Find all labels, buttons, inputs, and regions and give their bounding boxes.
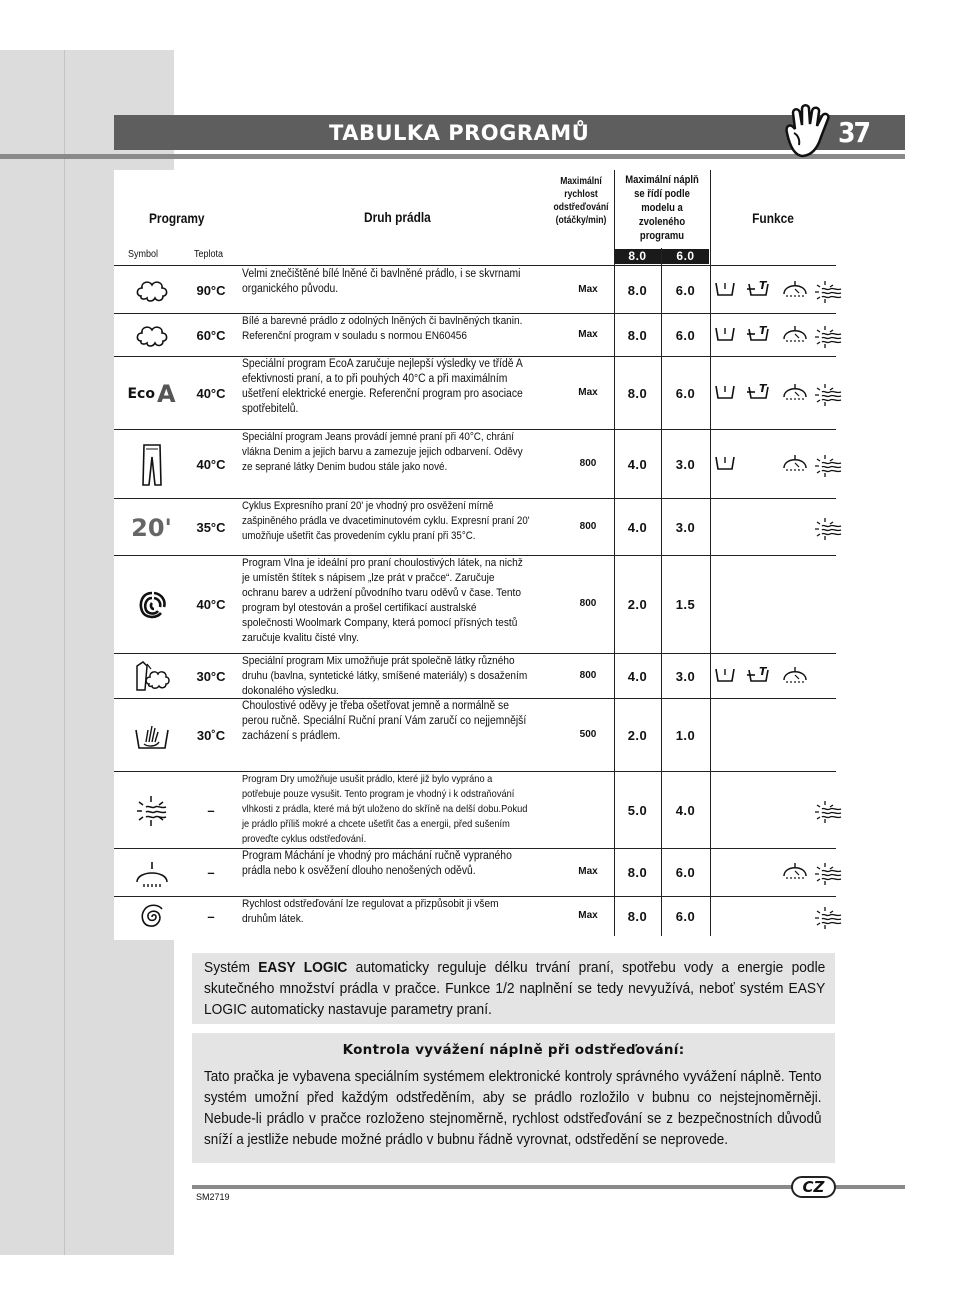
stain-remover-icon xyxy=(746,280,774,303)
program-table xyxy=(114,170,836,940)
svg-text:T: T xyxy=(759,324,767,337)
left-margin-divider xyxy=(64,50,65,1255)
function-icons xyxy=(714,862,836,882)
grid-line xyxy=(614,170,615,248)
max-load-value-b: 6.0 xyxy=(675,908,696,924)
program-row xyxy=(114,897,836,936)
function-icons xyxy=(714,594,836,614)
jeans-icon xyxy=(124,430,179,499)
grid-line xyxy=(114,653,836,654)
balance-title: Kontrola vyvážení náplně při odstřeďování: xyxy=(342,1042,685,1058)
max-load-value-a: 8.0 xyxy=(627,327,648,343)
easy-logic-brand: EASY LOGIC xyxy=(258,960,348,976)
program-description: Program Vlna je ideální pro praní choulostivých látek, na nichž je umístěn štítek s nápisem „lze prát v pračce“. Zaručuje ochranu barev a udržení původního tvaru oděvů v čase. Tento program byl otestován a prošel certifikací australské společnosti Woolmark Company, která pomocí přísných testů zaručuje kvalitu čisté vlny. xyxy=(242,557,523,644)
half-load-icon xyxy=(714,454,736,477)
drying-icon xyxy=(814,454,842,483)
language-badge: CZ xyxy=(791,1176,836,1198)
class-a-label: A xyxy=(156,379,176,408)
easy-logic-text-post: automaticky reguluje délku trvání praní, spotřebu vody a energie podle skutečného množství prádla v pračce. Funkce 1/2 naplnění se tedy nevyužívá, neboť systém EASY LOGIC automaticky nastavuje parametry praní. xyxy=(204,960,826,1018)
stain-remover-icon xyxy=(746,325,774,348)
max-spin-value: 800 xyxy=(579,520,597,532)
program-row xyxy=(114,654,836,699)
grid-line xyxy=(114,429,836,430)
program-description: Velmi znečištěné bílé lněné či bavlněné prádlo, i se skvrnami organického původu. xyxy=(242,268,521,295)
program-row xyxy=(114,499,836,556)
dry-icon xyxy=(124,772,179,849)
program-temperature: 40°C xyxy=(196,597,226,612)
function-icons xyxy=(714,725,836,745)
program-row xyxy=(114,314,836,357)
eco-label: Eco xyxy=(127,385,155,402)
express-20-label: 20' xyxy=(131,513,172,542)
cotton-icon xyxy=(124,314,179,357)
program-temperature: 90°C xyxy=(196,282,226,298)
drying-icon xyxy=(814,383,842,412)
program-description: Rychlost odstřeďování lze regulovat a přizpůsobit ji všem druhům látek. xyxy=(242,898,499,925)
max-load-value-a: 5.0 xyxy=(627,802,648,818)
grid-line xyxy=(114,848,836,849)
drying-icon xyxy=(814,906,842,935)
max-load-value-a: 8.0 xyxy=(627,908,648,924)
max-spin-value: Max xyxy=(578,283,598,295)
load-header-b: 6.0 xyxy=(662,249,709,264)
woolmark-icon xyxy=(124,556,179,654)
cotton-icon xyxy=(124,267,179,314)
eco-a-icon xyxy=(124,357,179,430)
max-spin-value: 800 xyxy=(579,457,597,469)
max-load-value-b: 3.0 xyxy=(675,456,696,472)
program-temperature: 30˚C xyxy=(196,727,226,743)
mix-icon xyxy=(124,654,179,699)
half-load-icon xyxy=(714,666,736,689)
stain-remover-icon xyxy=(746,383,774,406)
stain-remover-icon xyxy=(746,666,774,689)
max-load-value-b: 6.0 xyxy=(675,327,696,343)
function-icons xyxy=(714,666,836,686)
max-spin-value: Max xyxy=(578,328,598,340)
spin-icon xyxy=(124,897,179,936)
easy-logic-text-pre: Systém xyxy=(204,960,259,976)
max-load-value-b: 3.0 xyxy=(675,668,696,684)
delay-timer-icon xyxy=(782,862,810,885)
delay-timer-icon xyxy=(782,454,810,477)
balance-text: Tato pračka je vybavena speciálním systémem elektronické kontroly správného vyvážení náplně. Tento systém umožní před každým odstředěním, aby se prádlo rozložilo v bubnu co nejstejnoměrněji. Nebude-li prádlo v pračce rozloženo stejnoměrně, rychlost odstřeďování se z bezpečnostních důvodů sníží a jestliže nebude možné prádlo v bubnu řádně vyrovnat, odstředění se neprovede. xyxy=(204,1069,822,1148)
max-load-value-b: 6.0 xyxy=(675,865,696,880)
function-icons xyxy=(714,800,836,820)
drying-icon xyxy=(814,280,842,309)
function-icons xyxy=(714,325,836,345)
svg-text:T: T xyxy=(759,279,767,292)
program-temperature: 40°C xyxy=(196,456,226,472)
function-icons xyxy=(714,454,836,474)
grid-line xyxy=(114,896,836,897)
program-description: Speciální program Mix umožňuje prát společně látky různého druhu (bavlna, syntetické látky, smíšené materiály) s dosažením dokonalého výsledku. xyxy=(242,655,528,697)
max-load-value-b: 1.5 xyxy=(675,597,696,612)
program-row xyxy=(114,267,836,314)
svg-text:T: T xyxy=(759,382,767,395)
program-row xyxy=(114,699,836,772)
document-code: SM2719 xyxy=(196,1192,230,1202)
program-temperature: – xyxy=(207,802,215,818)
max-load-value-a: 4.0 xyxy=(627,519,648,535)
grid-line xyxy=(114,313,836,314)
drying-icon xyxy=(814,800,842,829)
max-load-value-b: 6.0 xyxy=(675,385,696,401)
program-row xyxy=(114,772,836,849)
max-load-value-b: 4.0 xyxy=(675,802,696,818)
max-load-value-b: 3.0 xyxy=(675,519,696,535)
col-subheader-teplota: Teplota xyxy=(194,249,224,260)
program-row xyxy=(114,430,836,499)
grid-line xyxy=(114,771,836,772)
half-load-icon xyxy=(714,383,736,406)
express-20-icon xyxy=(124,499,179,556)
max-load-value-a: 4.0 xyxy=(627,456,648,472)
delay-timer-icon xyxy=(782,666,810,689)
col-header-max-load: Maximální náplň se řídí podle modelu a zvoleného programu xyxy=(625,174,699,242)
max-load-value-a: 2.0 xyxy=(627,597,648,612)
max-load-value-b: 1.0 xyxy=(675,727,696,743)
max-spin-value: 800 xyxy=(579,669,597,681)
max-load-value-a: 8.0 xyxy=(627,385,648,401)
col-subheader-symbol: Symbol xyxy=(128,249,159,260)
half-load-icon xyxy=(714,280,736,303)
hand-wash-icon xyxy=(124,699,179,772)
grid-line xyxy=(114,498,836,499)
program-row xyxy=(114,357,836,430)
page-title: TABULKA PROGRAMŮ xyxy=(329,121,590,145)
header-underline xyxy=(0,154,905,159)
program-temperature: 60°C xyxy=(196,327,226,343)
function-icons xyxy=(714,383,836,403)
col-header-funkce: Funkce xyxy=(752,210,794,226)
col-header-druh-pradla: Druh prádla xyxy=(364,209,431,225)
function-icons xyxy=(714,517,836,537)
drying-icon xyxy=(814,517,842,546)
max-load-value-a: 4.0 xyxy=(627,668,648,684)
rinse-icon xyxy=(124,849,179,897)
max-load-value-a: 2.0 xyxy=(627,727,648,743)
max-load-value-a: 8.0 xyxy=(627,282,648,298)
svg-text:T: T xyxy=(759,665,767,678)
program-description: Program Dry umožňuje usušit prádlo, které již bylo vypráno a potřebuje pouze vysušit. Tento program je vhodný i k odstraňování vlhkosti z prádla, které má být uloženo do skříně na delší dobu.Pokud je prádlo příliš mokré a chcete ušetřit čas a energii, před sušením proveďte cyklus odstřeďování. xyxy=(242,774,528,845)
program-temperature: – xyxy=(207,865,215,880)
max-load-value-a: 8.0 xyxy=(627,865,648,880)
delay-timer-icon xyxy=(782,280,810,303)
max-spin-value: 500 xyxy=(579,728,597,740)
program-description: Cyklus Expresního praní 20' je vhodný pro osvěžení mírně zašpiněného prádla ve dvacetiminutovém cyklu. Expresní praní 20' umožňuje ušetřit čas provedením cyklu praní při 35°C. xyxy=(242,500,530,542)
program-temperature: 40°C xyxy=(196,385,226,401)
drying-icon xyxy=(814,325,842,354)
max-spin-value: 800 xyxy=(579,598,597,609)
program-description: Speciální program Jeans provádí jemné praní při 40°C, chrání vlákna Denim a jejich barvu a zamezuje jejich odbarvení. Oděvy ze seprané látky Denim budou stále jako nové. xyxy=(242,431,523,473)
col-header-max-spin: Maximální rychlost odstřeďování (otáčky/min) xyxy=(553,176,609,226)
function-icons xyxy=(714,906,836,926)
program-row xyxy=(114,849,836,897)
drying-icon xyxy=(814,862,842,891)
grid-line xyxy=(114,698,836,699)
grid-line xyxy=(114,356,836,357)
program-temperature: – xyxy=(207,908,215,924)
half-load-icon xyxy=(714,325,736,348)
function-icons xyxy=(714,280,836,300)
max-load-value-b: 6.0 xyxy=(675,282,696,298)
max-spin-value: Max xyxy=(578,909,598,921)
grid-line xyxy=(114,265,836,266)
col-header-programy: Programy xyxy=(149,210,205,226)
program-temperature: 30°C xyxy=(196,668,226,684)
program-row xyxy=(114,556,836,654)
grid-line xyxy=(114,555,836,556)
program-temperature: 35°C xyxy=(196,519,226,535)
program-description: Speciální program EcoA zaručuje nejlepší výsledky ve třídě A efektivnosti praní, a to při pouhých 40°C a při maximálním ušetření elektrické energie. Referenční program pro asociace spotřebitelů. xyxy=(242,358,523,415)
delay-timer-icon xyxy=(782,383,810,406)
hand-icon xyxy=(783,103,836,159)
easy-logic-text xyxy=(204,958,825,1021)
load-header-a: 8.0 xyxy=(614,249,661,264)
program-description: Choulostivé oděvy je třeba ošetřovat jemně a normálně se perou ručně. Speciální Ruční praní Vám zaručí co nejjemnější zacházení s prádlem. xyxy=(242,700,527,742)
program-description: Bílé a barevné prádlo z odolných lněných či bavlněných tkanin. Referenční program v souladu s normou EN60456 xyxy=(242,315,523,342)
program-description: Program Máchání je vhodný pro máchání ručně vypraného prádla nebo k osvěžení dlouho nenošených oděvů. xyxy=(242,850,512,877)
max-spin-value: Max xyxy=(578,866,598,877)
max-spin-value: Max xyxy=(578,386,598,398)
page-number: 37 xyxy=(838,116,870,149)
delay-timer-icon xyxy=(782,325,810,348)
